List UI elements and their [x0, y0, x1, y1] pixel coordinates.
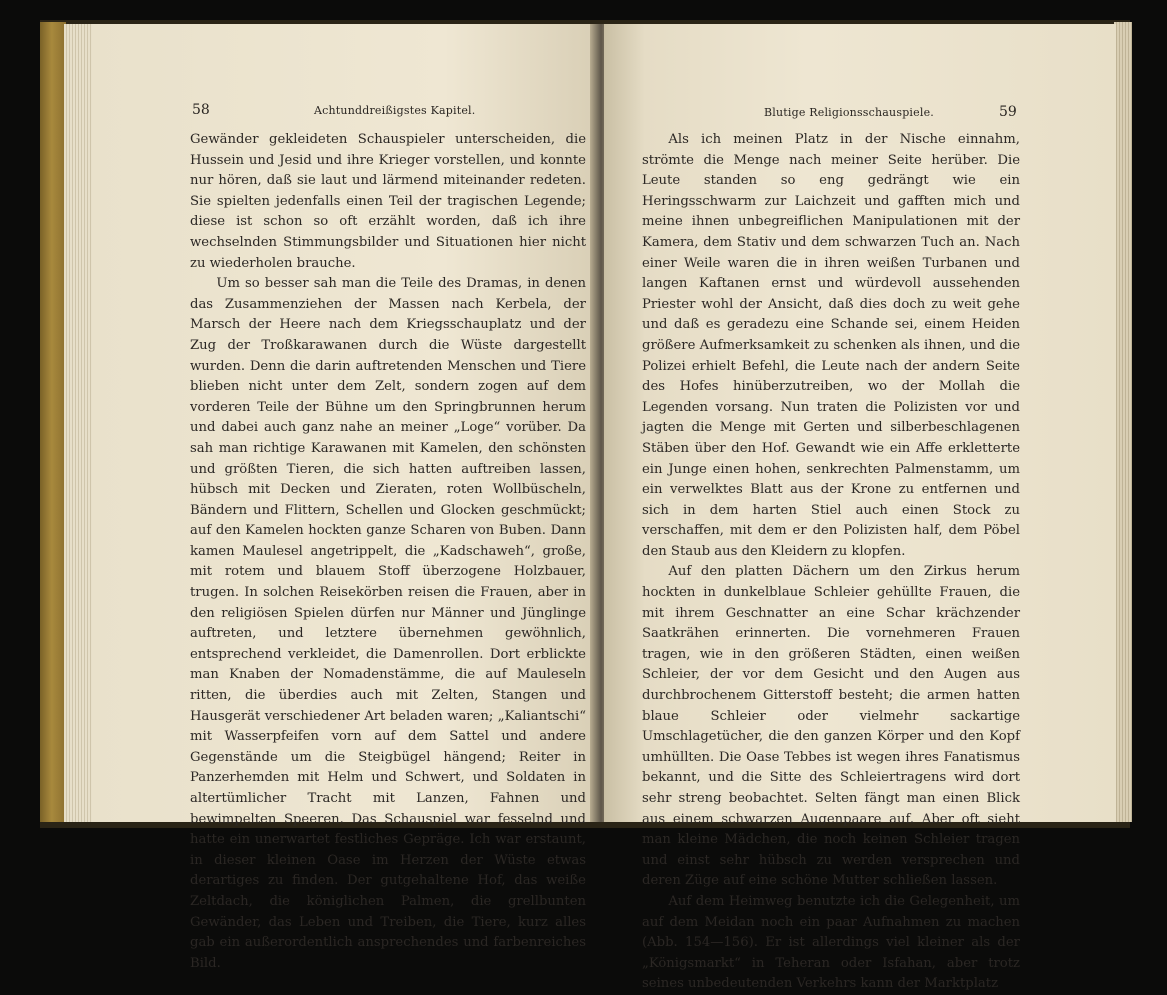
- page-edges-right: [1114, 22, 1132, 822]
- paragraph: Gewänder gekleideten Schauspieler unterscheiden, die Hussein und Jesid und ihre Krieger vorstellen, und konnte nur hören, daß sie laut und lärmend miteinander redeten. Sie spielten jedenfalls einen Teil der tragischen Legende; diese ist schon so oft erzählt worden, daß ich ihre wechselnden Stimmungsbilder und Situationen hier nicht zu wiederholen brauche.: [190, 132, 586, 271]
- right-running-head: Blutige Religionsschauspiele.: [764, 106, 934, 119]
- right-page-number: 59: [999, 104, 1017, 120]
- left-running-head: Achtunddreißigstes Kapitel.: [314, 104, 476, 117]
- paragraph: Auf den platten Dächern um den Zirkus herum hockten in dunkelblaue Schleier gehüllte Frauen, die mit ihrem Geschnatter an eine Schar krächzender Saatkrähen erinnerten. Die vornehmeren Frauen tragen, wie in den größeren Städten, einen weißen Schleier, der vor dem Gesicht und den Augen aus durchbrochenem Gitterstoff besteht; die armen hatten blaue Schleier oder vielmehr sackartige Umschlagetücher, die den ganzen Körper und den Kopf umhüllten. Die Oase Tebbes ist wegen ihres Fanatismus bekannt, und die Sitte des Schleiertragens wird dort sehr streng beobachtet. Selten fängt man einen Blick aus einem schwarzen Augenpaare auf. Aber oft sieht man kleine Mädchen, die noch keinen Schleier tragen und einst sehr hübsch zu werden versprechen und deren Züge auf eine schöne Mutter schließen lassen.: [642, 564, 1020, 889]
- paragraph: Auf dem Heimweg benutzte ich die Gelegenheit, um auf dem Meidan noch ein paar Aufnahmen zu machen (Abb. 154—156). Er ist allerdings viel kleiner als der „Königsmarkt“ in Teheran oder Isfahan, aber trotz seines unbedeutenden Verkehrs kann der Marktplatz: [642, 893, 1020, 992]
- paragraph: Als ich meinen Platz in der Nische einnahm, strömte die Menge nach meiner Seite herüber. Die Leute standen so eng gedrängt wie ein Heringsschwarm zur Laichzeit und gafften mich und meine ihnen unbegreiflichen Manipulationen mit der Kamera, dem Stativ und dem schwarzen Tuch an. Nach einer Weile waren die in ihren weißen Turbanen und langen Kaftanen ernst und würdevoll aussehenden Priester wohl der Ansicht, daß dies doch zu weit gehe und daß es geradezu eine Schande sei, einem Heiden größere Aufmerksamkeit zu schenken als ihnen, und die Polizei erhielt Befehl, die Leute nach der andern Seite des Hofes hinüberzutreiben, wo der Mollah die Legenden vorsang. Nun traten die Polizisten vor und jagten die Menge mit Gerten und silberbeschlagenen Stäben über den Hof. Gewandt wie ein Affe erkletterte ein Junge einen hohen, senkrechten Palmenstamm, um ein verwelktes Blatt aus der Krone zu entfernen und sich in dem harten Stiel auch einen Stock zu verschaffen, mit dem er den Polizisten half, dem Pöbel den Staub aus den Kleidern zu klopfen.: [642, 132, 1020, 559]
- left-page-number: 58: [192, 102, 210, 118]
- book-spine: [40, 22, 66, 822]
- right-page: [604, 24, 1116, 992]
- left-page-text: [190, 130, 586, 974]
- left-page: [92, 24, 596, 971]
- paragraph: Um so besser sah man die Teile des Dramas, in denen das Zusammenziehen der Massen nach Kerbela, der Marsch der Heere nach dem Kriegsschauplatz und der Zug der Troßkarawanen durch die Wüste dargestellt wurden. Denn die darin auftretenden Menschen und Tiere blieben nicht unter dem Zelt, sondern zogen auf dem vorderen Teile der Bühne um den Springbrunnen herum und dabei auch ganz nahe an meiner „Loge“ vorüber. Da sah man richtige Karawanen mit Kamelen, den schönsten und größten Tieren, die sich hatten auftreiben lassen, hübsch mit Decken und Zieraten, roten Wollbüscheln, Bändern und Flittern, Schellen und Glocken geschmückt; auf den Kamelen hockten ganze Scharen von Buben. Dann kamen Maulesel angetrippelt, die „Kadschaweh“, große, mit rotem und blauem Stoff überzogene Holzbauer, trugen. In solchen Reisekörben reisen die Frauen, aber in den religiösen Spielen dürfen nur Männer und Jünglinge auftreten, und letztere übernehmen gewöhnlich, entsprechend verkleidet, die Damenrollen. Dort erblickte man Knaben der Nomadenstämme, die auf Mauleseln ritten, die überdies auch mit Zelten, Stangen und Hausgerät verschiedener Art beladen waren; „Kaliantschi“ mit Wasserpfeifen vorn auf dem Sattel und andere Gegenstände um die Steigbügel hängend; Reiter in Panzerhemden mit Helm und Schwert, und Soldaten in altertümlicher Tracht mit Lanzen, Fahnen und bewimpelten Speeren. Das Schauspiel war fesselnd und hatte ein unerwartet festliches Gepräge. Ich war erstaunt, in dieser kleinen Oase im Herzen der Wüste etwas derartiges zu finden. Der gutgehaltene Hof, das weiße Zeltdach, die königlichen Palmen, die grellbunten Gewänder, das Leben und Treiben, die Tiere, kurz alles gab ein außerordentlich ansprechendes und farbenreiches Bild.: [190, 276, 586, 971]
- page-edges-left: [64, 24, 94, 822]
- right-page-text: [642, 130, 1020, 995]
